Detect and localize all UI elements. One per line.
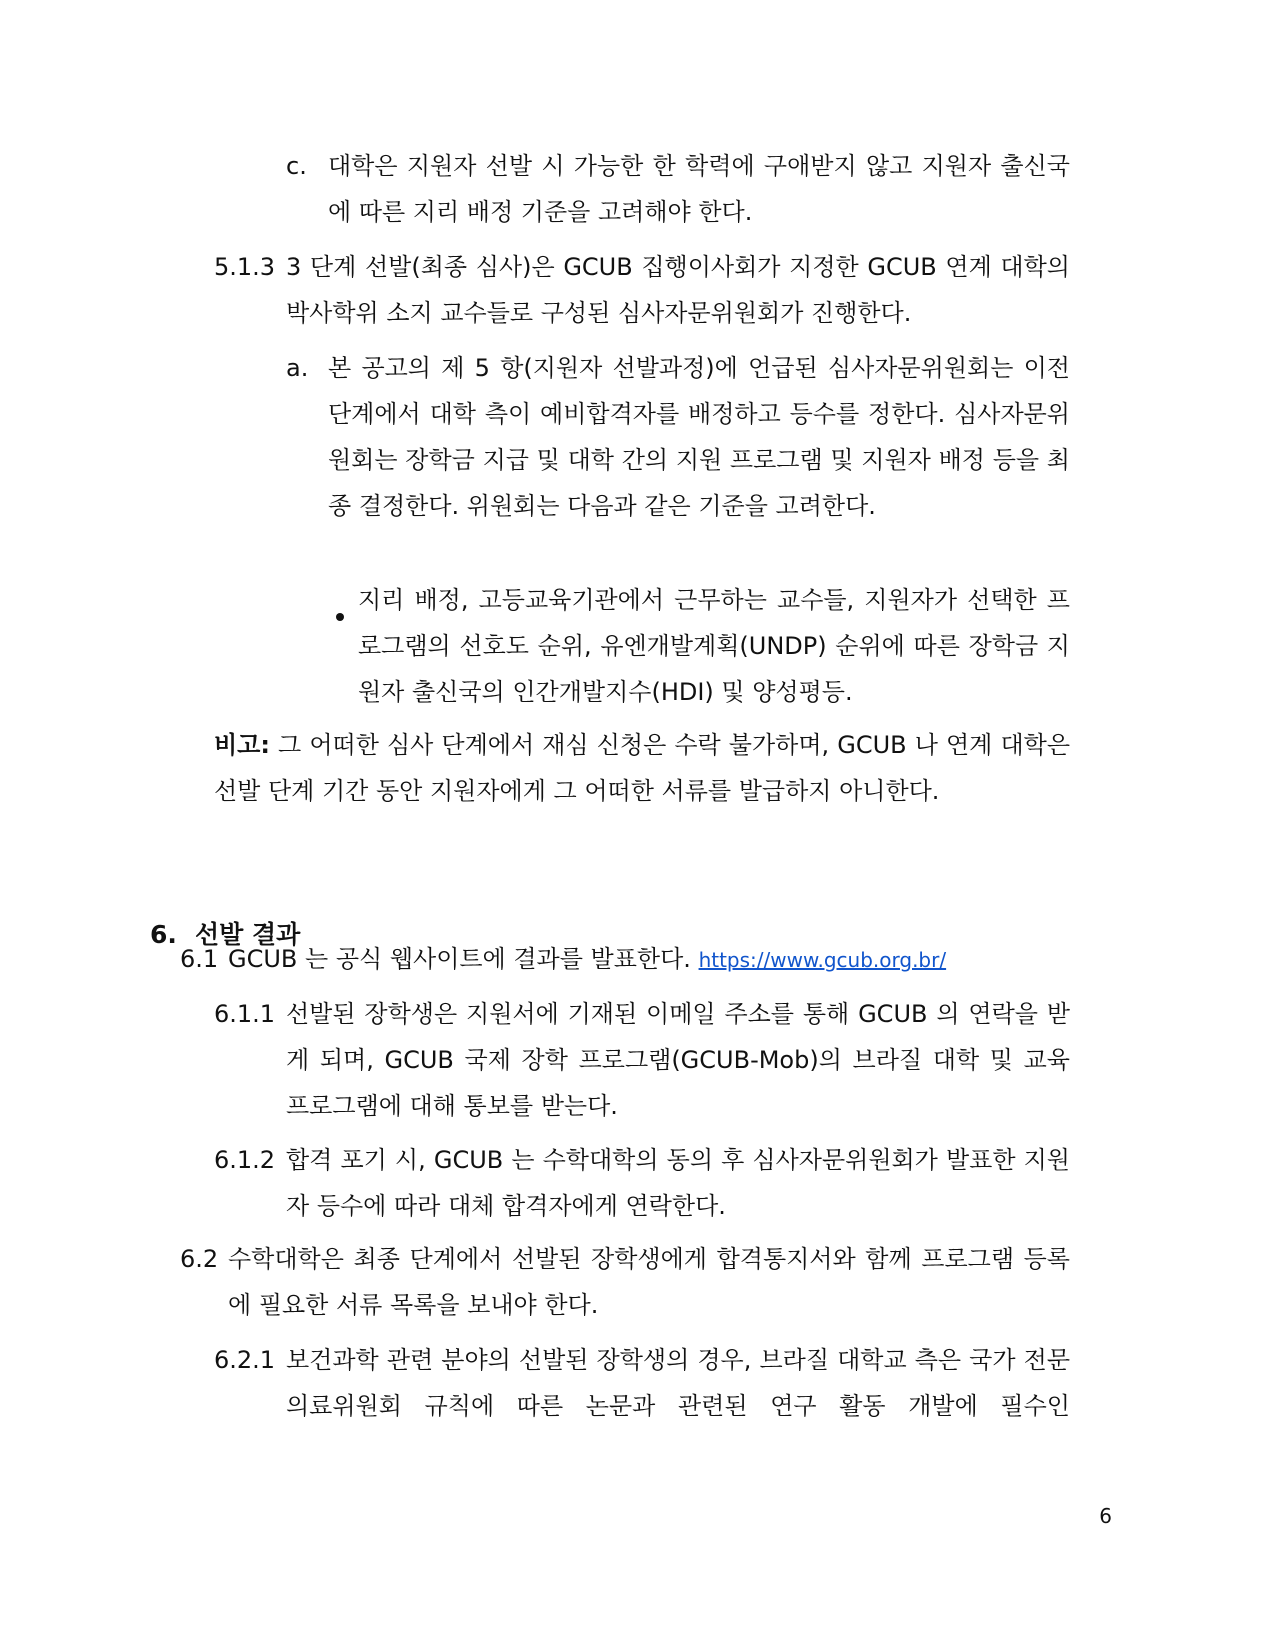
section-6-2-label: 6.2 [180,1245,219,1273]
section-6-1-1-text: 선발된 장학생은 지원서에 기재된 이메일 주소를 통해 GCUB 의 연락을 받게 되며, GCUB 국제 장학 프로그램(GCUB-Mob)의 브라질 대학 및 교육 프로그램에 대해 통보를 받는다. [286,1000,1070,1120]
section-5-1-3-text: 3 단계 선발(최종 심사)은 GCUB 집행이사회가 지정한 GCUB 연계 대학의 박사학위 소지 교수들로 구성된 심사자문위원회가 진행한다. [286,253,1070,327]
section-6-2-1-label: 6.2.1 [214,1346,276,1374]
item-c-label: c. [286,152,307,180]
note-label: 비고: [214,731,270,759]
bullet-dot [336,613,344,621]
note-paragraph [214,722,1070,814]
page-number: 6 [1099,1504,1112,1528]
bullet-1-text: 지리 배정, 고등교육기관에서 근무하는 교수들, 지원자가 선택한 프로그램의 선호도 순위, 유엔개발계획(UNDP) 순위에 따른 장학금 지원자 출신국의 인간개발지수(HDI) 및 양성평등. [358,586,1070,706]
section-6-1-label: 6.1 [180,945,219,973]
item-a-text: 본 공고의 제 5 항(지원자 선발과정)에 언급된 심사자문위원회는 이전 단계에서 대학 측이 예비합격자를 배정하고 등수를 정한다. 심사자문위원회는 장학금 지급 및 대학 간의 지원 프로그램 및 지원자 배정 등을 최종 결정한다. 위원회는 다음과 같은 기준을 고려한다. [328,354,1070,520]
item-a-label: a. [286,354,309,382]
section-6-1-paragraph [228,936,1070,983]
section-6-2-text: 수학대학은 최종 단계에서 선발된 장학생에게 합격통지서와 함께 프로그램 등록에 필요한 서류 목록을 보내야 한다. [228,1245,1070,1319]
section-6-1-2-label: 6.1.2 [214,1146,276,1174]
section-6-1-2-text: 합격 포기 시, GCUB 는 수학대학의 동의 후 심사자문위원회가 발표한 지원자 등수에 따라 대체 합격자에게 연락한다. [286,1146,1070,1220]
section-5-1-3-label: 5.1.3 [214,253,276,281]
item-c-text: 대학은 지원자 선발 시 가능한 한 학력에 구애받지 않고 지원자 출신국에 따른 지리 배정 기준을 고려해야 한다. [328,152,1070,226]
section-6-2-1-text: 보건과학 관련 분야의 선발된 장학생의 경우, 브라질 대학교 측은 국가 전문의료위원회 규칙에 따른 논문과 관련된 연구 활동 개발에 필수인 [286,1346,1070,1420]
gcub-website-link[interactable]: https://www.gcub.org.br/ [698,948,947,972]
section-6-number: 6. [150,920,177,949]
section-6-1-text: GCUB 는 공식 웹사이트에 결과를 발표한다. [228,945,699,973]
note-text: 그 어떠한 심사 단계에서 재심 신청은 수락 불가하며, GCUB 나 연계 대학은 선발 단계 기간 동안 지원자에게 그 어떠한 서류를 발급하지 아니한다. [214,731,1070,805]
section-6-1-1-label: 6.1.1 [214,1000,276,1028]
section-6-title: 선발 결과 [195,920,301,949]
